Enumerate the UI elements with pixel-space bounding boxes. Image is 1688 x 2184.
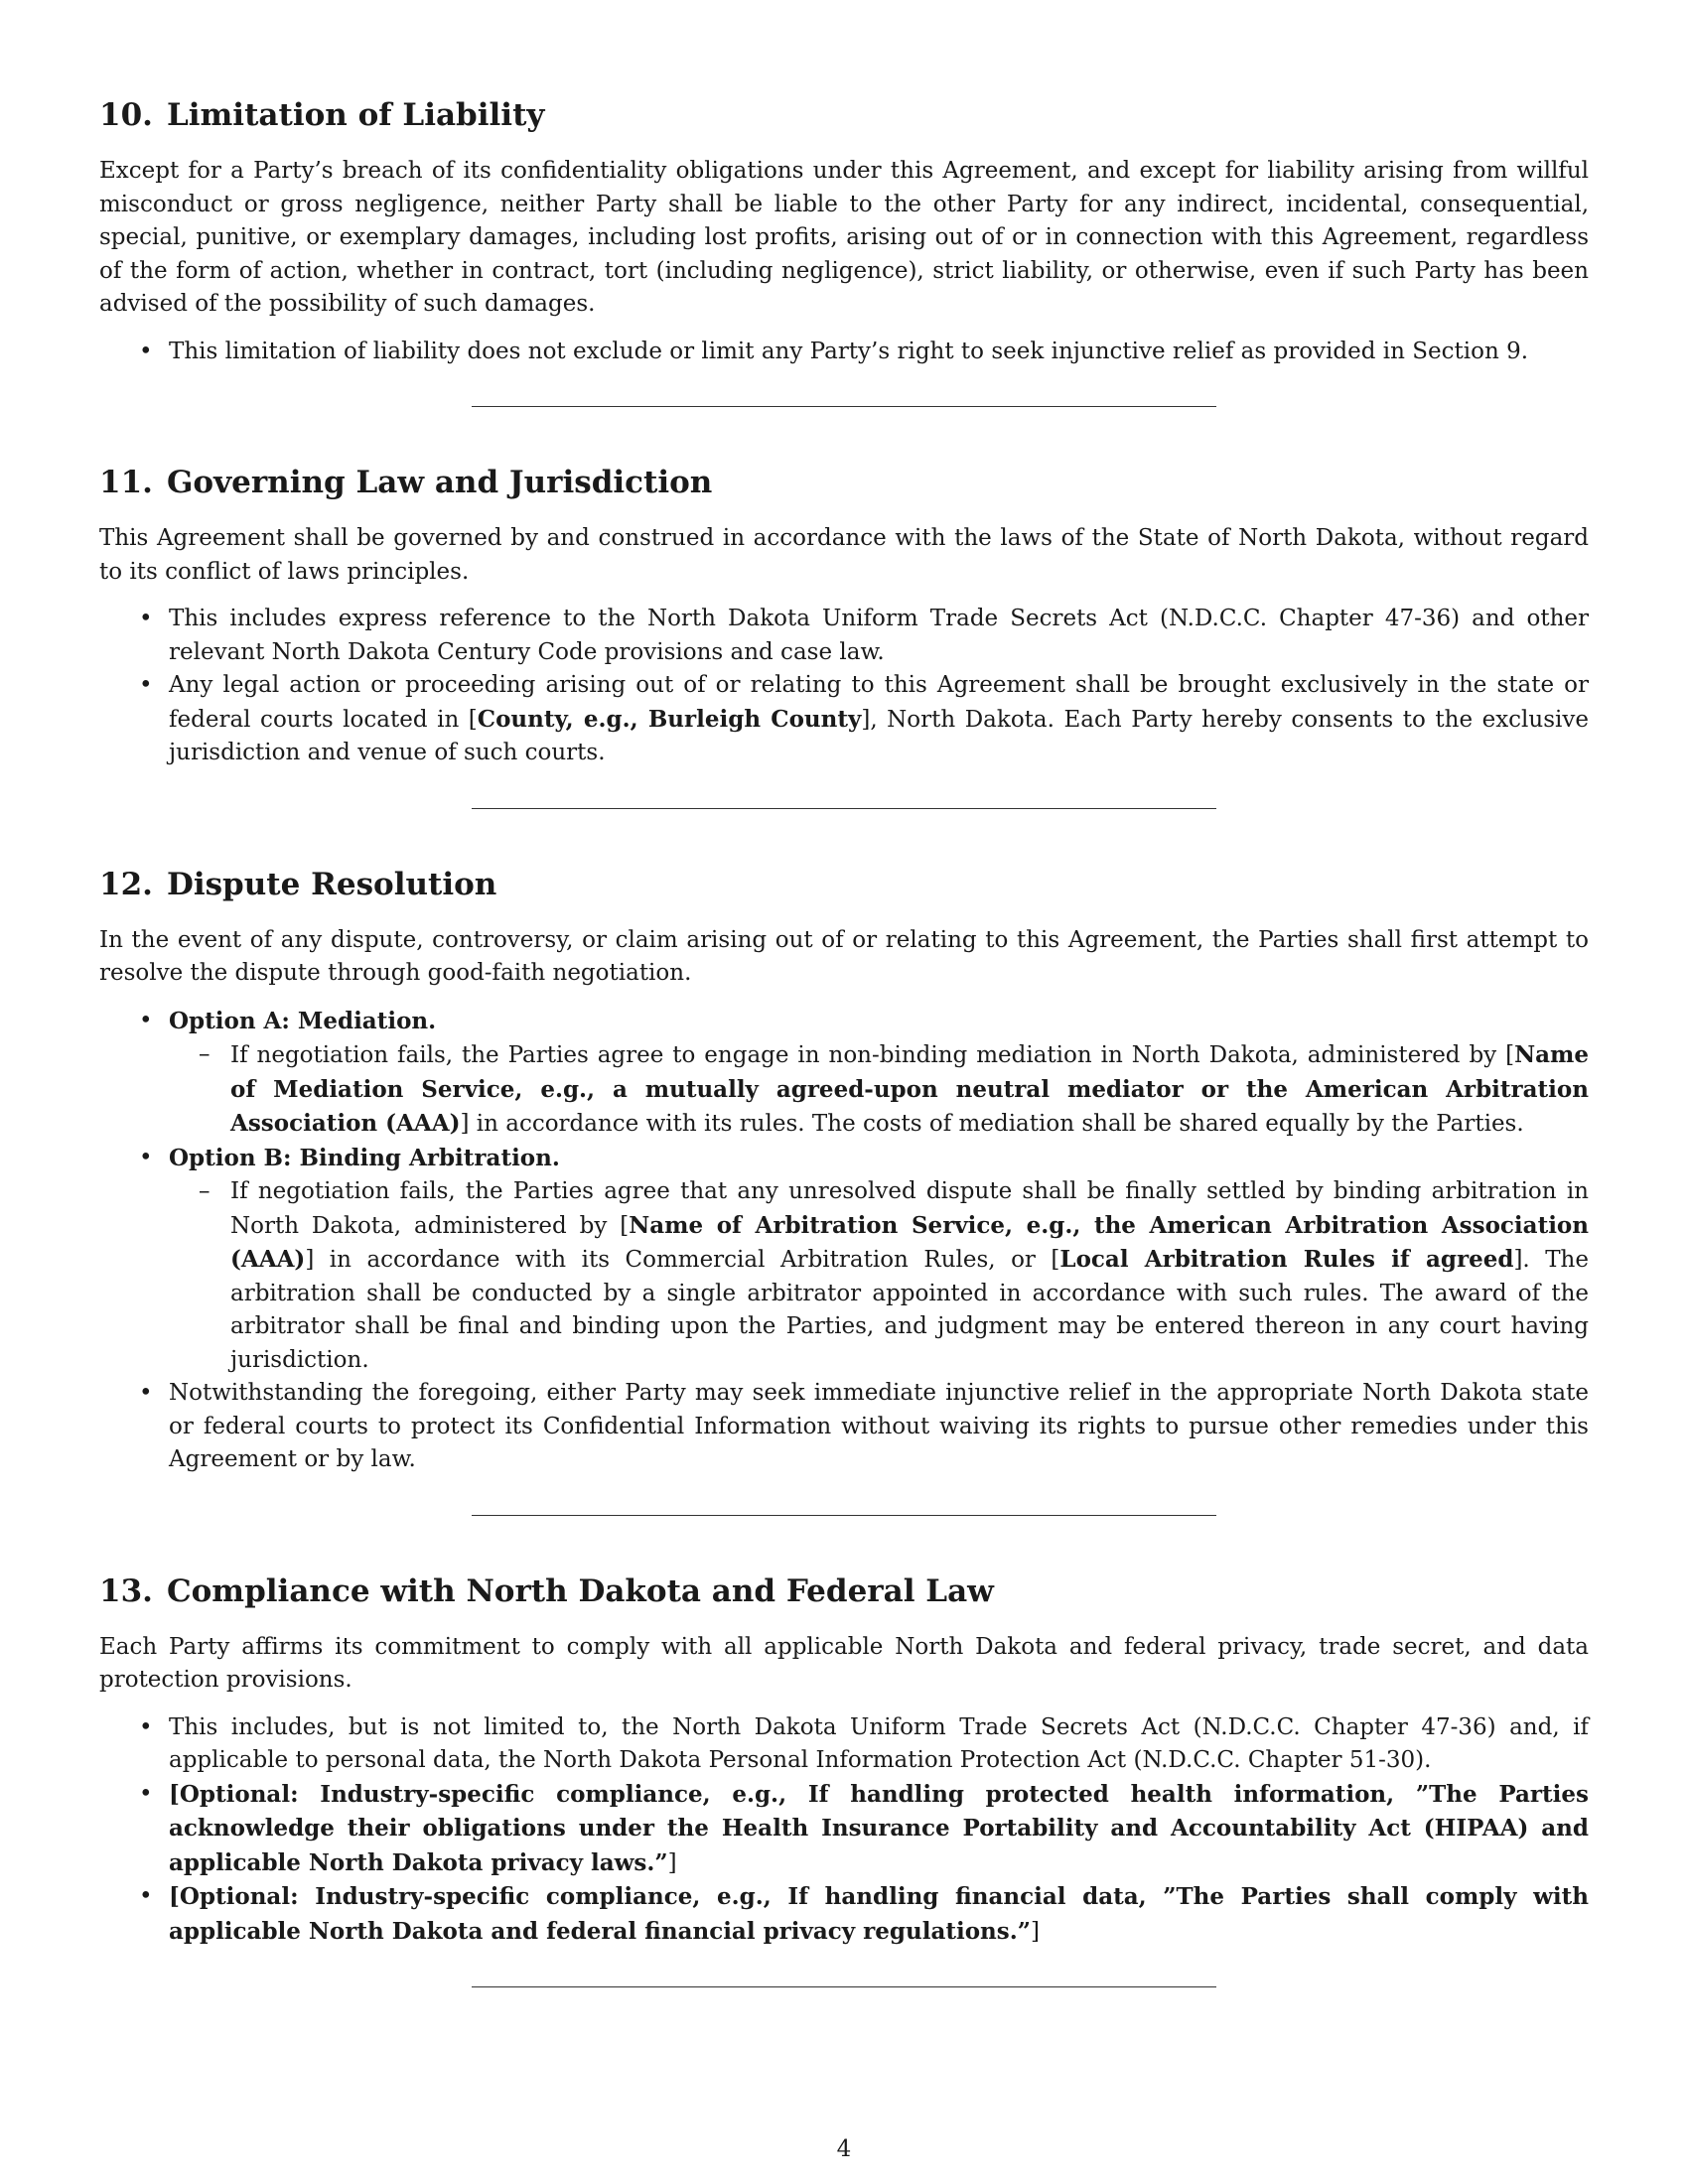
- section-heading: [99, 865, 1589, 904]
- bullet-list: [99, 603, 1589, 770]
- section-number: 10.: [99, 97, 153, 133]
- section-title: Governing Law and Jurisdiction: [166, 465, 713, 500]
- text-run: If negotiation fails, the Parties agree to engage in non-binding mediation in North Dakota, administered by [: [230, 1042, 1515, 1068]
- placeholder-field: Optional: Industry-specific compliance, e.g., If handling protected health information, ”The Parties acknowledge their obligations under the Health Insurance Portability and Accountability Act (HIPAA) and applicable North Dakota privacy laws.”: [169, 1780, 1589, 1876]
- sub-list: [169, 1175, 1589, 1377]
- option-label: Option B: Binding Arbitration.: [169, 1144, 560, 1171]
- sub-list-item: [169, 1038, 1589, 1142]
- section-divider: [472, 1986, 1216, 1987]
- page-number: 4: [836, 2136, 852, 2162]
- list-item-option-b: [99, 1142, 1589, 1378]
- paragraph: This Agreement shall be governed by and construed in accordance with the laws of the State of North Dakota, without regard to its conflict of laws principles.: [99, 525, 1589, 585]
- paragraph: Each Party affirms its commitment to comply with all applicable North Dakota and federal privacy, trade secret, and data protection provisions.: [99, 1633, 1589, 1693]
- text-run: Any legal action or proceeding arising out of or relating to this Agreement shall be brought exclusively in the state or federal courts located in [: [169, 672, 1589, 733]
- text-run: ], North Dakota. Each Party hereby consents to the exclusive jurisdiction and venue of such courts.: [169, 706, 1589, 765]
- section-10: [99, 95, 1589, 368]
- sub-list-item: [169, 1175, 1589, 1377]
- document-page: [99, 95, 1589, 2043]
- section-number: 12.: [99, 866, 153, 902]
- section-11: [99, 463, 1589, 770]
- placeholder-field: Name of Arbitration Service, e.g., the American Arbitration Association (AAA): [230, 1211, 1589, 1273]
- bullet-list: [99, 336, 1589, 369]
- section-12: [99, 865, 1589, 1477]
- placeholder-field: County, e.g., Burleigh County: [477, 705, 862, 733]
- list-item: [99, 669, 1589, 770]
- section-divider: [472, 1515, 1216, 1516]
- list-item: • Notwithstanding the foregoing, either Party may seek immediate injunctive relief in the appropriate North Dakota state or federal courts to protect its Confidential Information without waiving its rights to pursue other remedies under this Agreement or by law.: [99, 1377, 1589, 1477]
- paragraph: In the event of any dispute, controversy, or claim arising out of or relating to this Agreement, the Parties shall first attempt to resolve the dispute through good-faith negotiation.: [99, 926, 1589, 986]
- section-number: 11.: [99, 465, 153, 500]
- section-title: Limitation of Liability: [166, 97, 545, 133]
- text-run: ] in accordance with its rules. The costs of mediation shall be shared equally by the Parties.: [460, 1111, 1524, 1137]
- section-title: Dispute Resolution: [166, 866, 497, 902]
- sub-list: [169, 1038, 1589, 1142]
- section-13: [99, 1571, 1589, 1950]
- section-number: 13.: [99, 1572, 153, 1609]
- list-item-option-a: [99, 1005, 1589, 1142]
- placeholder-field: Optional: Industry-specific compliance, e.g., If handling financial data, ”The Parties shall comply with applicable North Dakota and federal financial privacy regulations.”: [169, 1883, 1589, 1945]
- section-divider: [472, 406, 1216, 407]
- list-item: • This limitation of liability does not exclude or limit any Party’s right to seek injunctive relief as provided in Section 9.: [99, 336, 1589, 369]
- bullet-list: [99, 1711, 1589, 1950]
- paragraph: Except for a Party’s breach of its confidentiality obligations under this Agreement, and except for liability arising from willful misconduct or gross negligence, neither Party shall be liable to the other Party for any indirect, incidental, consequential, special, punitive, or exemplary damages, including lost profits, arising out of or in connection with this Agreement, regardless of the form of action, whether in contract, tort (including negligence), strict liability, or otherwise, even if such Party has been advised of the possibility of such damages.: [99, 158, 1589, 317]
- option-label: Option A: Mediation.: [169, 1007, 437, 1034]
- section-divider: [472, 808, 1216, 809]
- section-heading: [99, 463, 1589, 502]
- section-heading: [99, 1571, 1589, 1611]
- list-item: • [Optional: Industry-specific compliance, e.g., If handling protected health information, ”The Parties acknowledge their obligations under the Health Insurance Portability and Accountability Act (HIPAA) and applicable North Dakota privacy laws.”]: [99, 1778, 1589, 1881]
- list-item: • This includes, but is not limited to, the North Dakota Uniform Trade Secrets Act (N.D.C.C. Chapter 47-36) and, if applicable to personal data, the North Dakota Personal Information Protection Act (N.D.C.C. Chapter 51-30).: [99, 1711, 1589, 1778]
- text-run: ]. The arbitration shall be conducted by a single arbitrator appointed in accordance with such rules. The award of the arbitrator shall be final and binding upon the Parties, and judgment may be entered thereon in any court having jurisdiction.: [230, 1247, 1589, 1373]
- placeholder-field: Local Arbitration Rules if agreed: [1059, 1246, 1514, 1273]
- placeholder-field: Name of Mediation Service, e.g., a mutually agreed-upon neutral mediator or the American Arbitration Association (AAA): [230, 1041, 1589, 1137]
- list-item: • This includes express reference to the North Dakota Uniform Trade Secrets Act (N.D.C.C. Chapter 47-36) and other relevant North Dakota Century Code provisions and case law.: [99, 603, 1589, 669]
- section-heading: [99, 95, 1589, 135]
- bullet-list: [99, 1005, 1589, 1477]
- section-title: Compliance with North Dakota and Federal Law: [166, 1572, 994, 1609]
- list-item: • [Optional: Industry-specific compliance, e.g., If handling financial data, ”The Parties shall comply with applicable North Dakota and federal financial privacy regulations.”]: [99, 1880, 1589, 1949]
- text-run: ] in accordance with its Commercial Arbitration Rules, or [: [305, 1247, 1060, 1273]
- text-run: If negotiation fails, the Parties agree that any unresolved dispute shall be finally settled by binding arbitration in North Dakota, administered by [: [230, 1178, 1589, 1239]
